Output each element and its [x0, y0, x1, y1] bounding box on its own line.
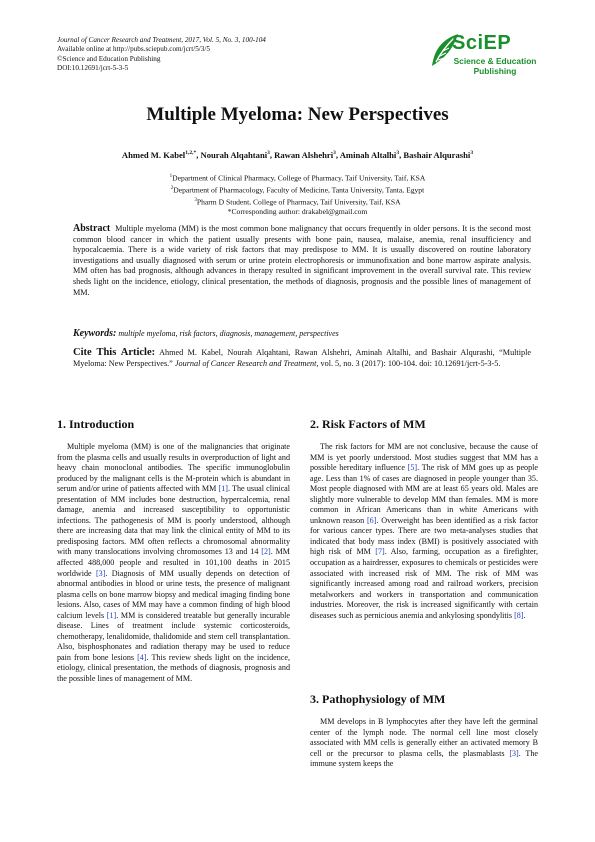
body-text: . Also, farming, occupation as a firefighter, occupation as a hairdresser, exposures to chemicals or pesticides were associated with increased risk of MM. The risk of MM was significantly increased among road and railroad workers, precision metalworkers and workers in transportation and communication industries. Moreover, the risk is increased significantly with certain diseases such as pernicious anemia and ankylosing spondylitis	[310, 547, 538, 620]
introduction-paragraph	[57, 442, 290, 685]
pathophysiology-paragraph	[310, 717, 538, 770]
body-text: . The usual clinical presentation of MM includes bone destruction, hypercalcemia, renal damage, anemia and increased susceptibility to opportunistic infections. The pathogenesis of MM is poorly understood, although there are increasing data that may link the clinical entity of MM to its predisposing factors. MM often reflects a chromosomal abnormality with many translocations involving chromosomes 13 and 14	[57, 484, 290, 557]
section-heading-introduction: 1. Introduction	[57, 417, 135, 431]
body-text: . The immune system keeps the	[310, 748, 538, 769]
logo-subtitle	[450, 56, 540, 76]
author-name: Nourah Alqahtani	[200, 150, 268, 160]
citation-link[interactable]: [6]	[366, 515, 377, 525]
risk-factors-paragraph	[310, 442, 538, 621]
logo-name: SciEP	[452, 32, 512, 54]
author-affiliation-mark: 3	[396, 150, 400, 157]
abstract-text: Multiple myeloma (MM) is the most common bone malignancy that occurs frequently in older persons. It is the second most common blood cancer in which the patient usually presents with bone pain, nausea, malaise, anemia, renal insufficiency and hypocalcaemia. There is a wide variety of risk factors that may predispose to MM. It is usually discovered on routine laboratory investigations and usually diagnosed with serum or urine protein electrophoresis or immunofixation and bone marrow aspirate analysis. MM often has bad prognosis, although advances in therapy resulted in significant improvement in the overall survival rate. This review sheds light on the incidence, etiology, clinical presentation, the methods of diagnosis, prognosis and the possible lines of management of MM.	[73, 224, 532, 297]
citation-link[interactable]: [1]	[106, 610, 117, 620]
citation-link[interactable]: [8]	[514, 610, 524, 620]
cite-journal: Journal of Cancer Research and Treatment	[174, 358, 317, 368]
body-text: . MM affected 488,000 people and resulted in 101,100 deaths in 2015 worldwide	[57, 547, 290, 578]
cite-post: , vol. 5, no. 3 (2017): 100-104. doi: 10.12691/jcrt-5-3-5.	[316, 358, 501, 368]
cite-label: Cite This Article:	[73, 347, 156, 358]
journal-doi-line: DOI:10.12691/jcrt-5-3-5	[57, 64, 129, 73]
journal-citation-line: Journal of Cancer Research and Treatment, 2017, Vol. 5, No. 3, 100-104	[57, 36, 266, 44]
author-affiliation-mark: 3	[267, 150, 270, 157]
keywords-text: multiple myeloma, risk factors, diagnosis, management, perspectives	[118, 329, 339, 338]
body-text: .	[523, 610, 526, 620]
citation-link[interactable]: [1]	[218, 484, 228, 494]
abstract-label: Abstract	[73, 223, 111, 234]
author-affiliation-mark: 3	[333, 150, 336, 157]
author-separator: ,	[196, 150, 201, 160]
risk-factors-body	[310, 442, 538, 621]
citation-link[interactable]: [4]	[137, 652, 147, 662]
body-text: . Overweight has been identified as a risk factor for various cancer types. There are two meta-analyses studies that indicated that body mass index (BMI) is positively associated with high risk of MM	[310, 515, 538, 557]
author-name: Bashair Alqurashi	[403, 150, 471, 160]
journal-url-line: Available online at http://pubs.sciepub.com/jcrt/5/3/5	[57, 45, 210, 54]
author-separator: ,	[269, 150, 275, 160]
body-text: The risk factors for MM are not conclusive, because the cause of MM is yet poorly understood. Most studies suggest that MM has a possible hereditary influence	[310, 442, 538, 473]
abstract	[73, 224, 531, 298]
cite-pre: Ahmed M. Kabel, Nourah Alqahtani, Rawan Alshehri, Aminah Altalhi, and Bashair Alqurashi, “Multiple Myeloma: New Perspectives.”	[73, 348, 531, 368]
affiliation-2: $^2$Department of Pharmacology, Faculty of Medicine, Tanta University, Tanta, Egypt	[170, 185, 425, 195]
author-separator: ,	[335, 150, 340, 160]
affiliation-3: $^3$Pharm D Student, College of Pharmacy, Taif University, Taif, KSA	[194, 197, 401, 207]
author-list	[0, 150, 595, 160]
body-text: . MM is considered treatable but generally incurable disease. Lines of treatment include systemic corticosteroids, chemotherapy, lenalidomide, thalidomide and stem cell transplantation. Also, bisphosphonates and radiation therapy may be used to reduce pain from bone lesions	[57, 610, 290, 662]
keywords-label: Keywords:	[73, 328, 117, 339]
logo-subtitle-line2: Publishing	[473, 66, 517, 76]
body-text: . This review sheds light on the incidence, etiology, clinical presentation, the methods of diagnosis, prognosis and the possible lines of management of MM.	[57, 652, 290, 684]
citation-link[interactable]: [3]	[509, 748, 519, 758]
corresponding-author: *Corresponding author: drakabel@gmail.com	[227, 207, 368, 217]
author-name: Aminah Altalhi	[339, 150, 397, 160]
section-heading-pathophysiology: 3. Pathophysiology of MM	[310, 692, 446, 706]
body-text: . Diagnosis of MM usually depends on detection of abnormal antibodies in blood or urine tests, the presence of malignant plasma cells on bone marrow biopsy and medical imaging finding bone lesions. Also, cases of MM may have a common finding of high blood calcium levels	[57, 568, 291, 620]
journal-copyright-line: ©Science and Education Publishing	[57, 54, 161, 63]
body-text: . The risk of MM goes up as people age. Less than 1% of cases are diagnosed in people younger than 35. Most people diagnosed with MM are at least 65 years old. Males are slightly more vulnerable to develop MM than females. MM is more common in African Americans than in white Americans with unknown reason	[310, 463, 538, 525]
logo-subtitle-line1: Science & Education	[453, 56, 537, 66]
keywords	[73, 328, 531, 339]
author-affiliation-mark: 1,2,*	[185, 150, 197, 157]
journal-info	[57, 36, 266, 74]
publisher-logo	[430, 30, 540, 80]
introduction-body	[57, 442, 290, 685]
citation-link[interactable]: [5]	[407, 463, 418, 473]
pathophysiology-body	[310, 717, 538, 770]
body-text: MM develops in B lymphocytes after they have left the germinal center of the lymph node. The normal cell line most closely associated with MM cells is generally either an activated memory B cell or the precursor to plasma cells, the plasmablasts	[310, 717, 538, 758]
author-name: Ahmed M. Kabel	[121, 150, 186, 160]
body-text: Multiple myeloma (MM) is one of the malignancies that originate from the plasma cells and usually results in overproduction of light and heavy chain monoclonal antibodies. The specific immunoglobulin produced by the malignant cells is the M-protein which is abundant in serum and/or urine of patients affected with MM	[57, 442, 290, 494]
affiliations	[0, 172, 595, 218]
cite-this-article	[73, 348, 531, 369]
paper-title: Multiple Myeloma: New Perspectives	[146, 104, 449, 125]
citation-link[interactable]: [3]	[95, 568, 106, 578]
author-affiliation-mark: 3	[470, 150, 474, 157]
citation-link[interactable]: [2]	[261, 547, 271, 557]
author-separator: ,	[399, 150, 404, 160]
citation-link[interactable]: [7]	[375, 547, 385, 557]
section-heading-risk-factors: 2. Risk Factors of MM	[310, 417, 426, 431]
author-name: Rawan Alshehri	[274, 150, 334, 160]
affiliation-1: $^1$Department of Clinical Pharmacy, College of Pharmacy, Taif University, Taif, KSA	[169, 173, 426, 183]
